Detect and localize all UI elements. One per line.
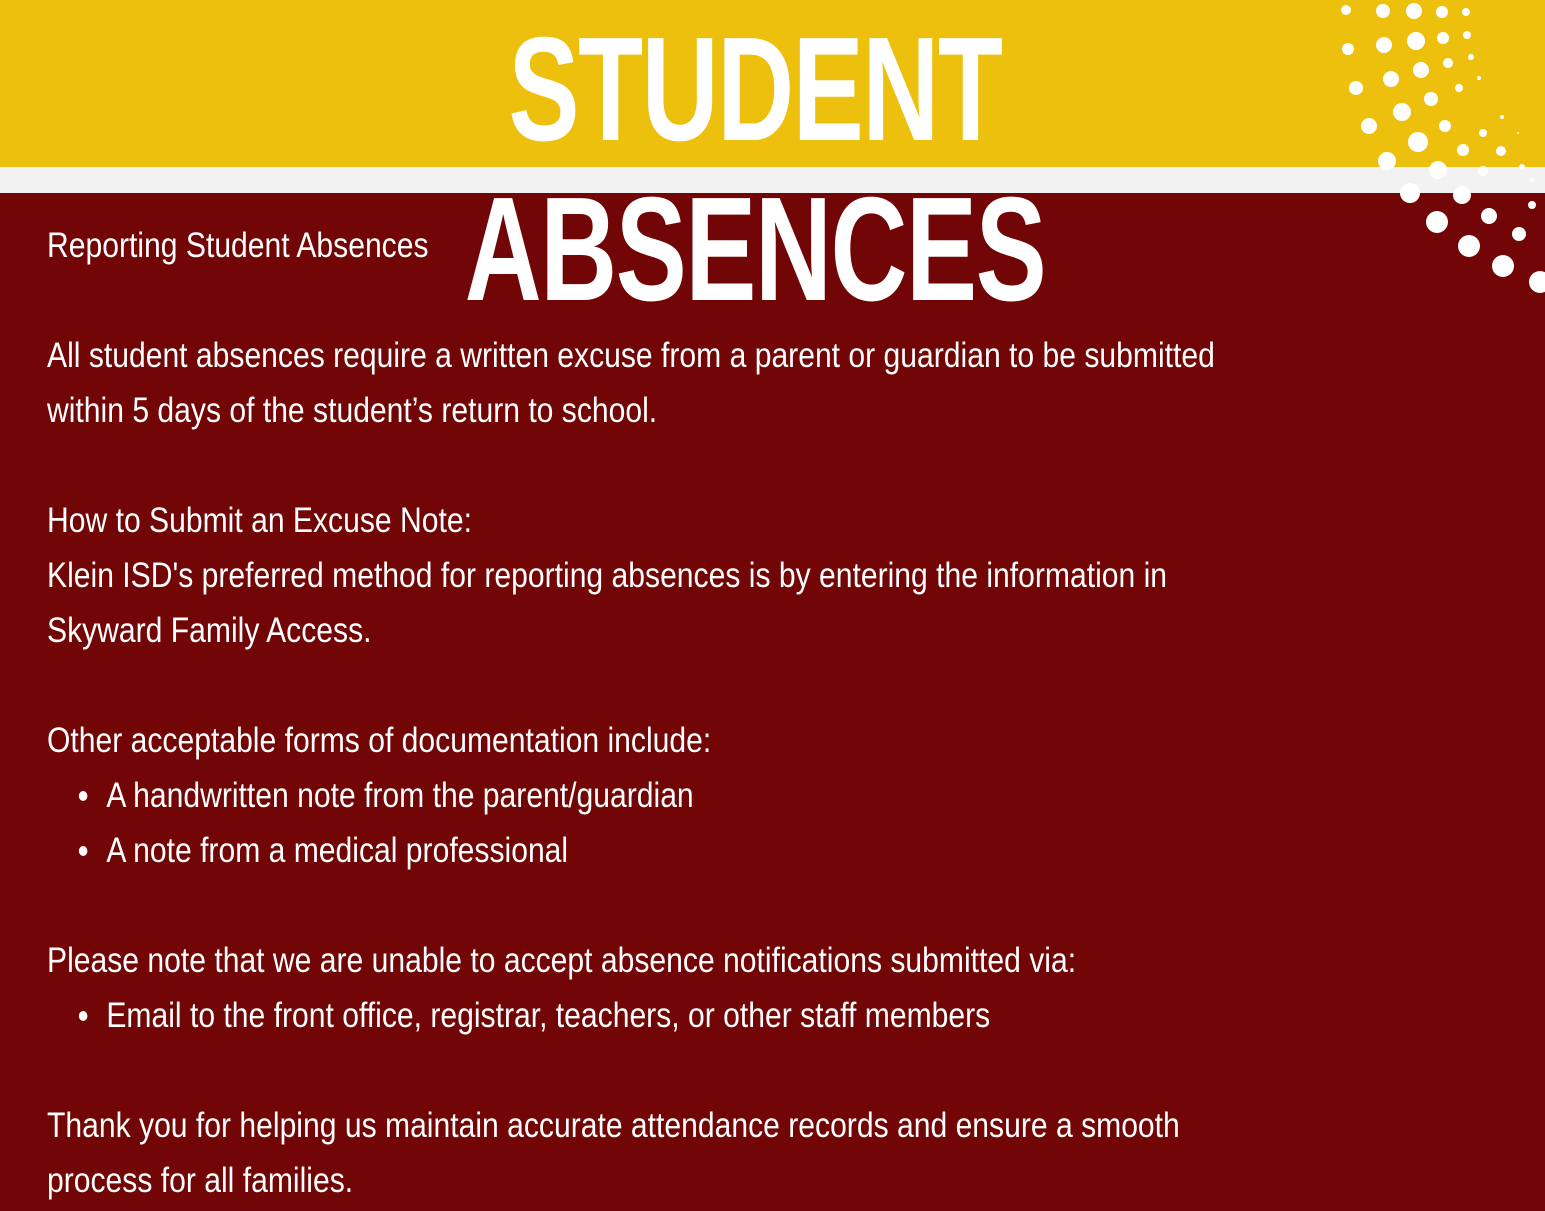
other-heading: Other acceptable forms of documentation include: xyxy=(47,721,712,760)
how-line-2: Skyward Family Access. xyxy=(47,611,372,650)
document-body xyxy=(47,218,1487,1208)
intro-line-1: All student absences require a written excuse from a parent or guardian to be submitted xyxy=(47,336,1215,375)
intro-line-2: within 5 days of the student’s return to school. xyxy=(47,391,658,430)
list-item: A note from a medical professional xyxy=(47,823,1285,878)
list-item: Email to the front office, registrar, teachers, or other staff members xyxy=(47,988,1285,1043)
how-line-1: Klein ISD's preferred method for reporting absences is by entering the information in xyxy=(47,556,1168,595)
list-item: A handwritten note from the parent/guardian xyxy=(47,768,1285,823)
bullet-icon xyxy=(79,1011,88,1021)
unable-list xyxy=(47,988,1487,1043)
how-heading: How to Submit an Excuse Note: xyxy=(47,501,472,540)
subtitle: Reporting Student Absences xyxy=(47,226,429,265)
thanks-line-2: process for all families. xyxy=(47,1161,354,1200)
thanks-line-1: Thank you for helping us maintain accurate attendance records and ensure a smooth xyxy=(47,1106,1180,1145)
bullet-icon xyxy=(79,791,88,801)
bullet-icon xyxy=(79,846,88,856)
other-list xyxy=(47,768,1487,878)
page-title: STUDENT ABSENCES xyxy=(464,7,1046,332)
unable-heading: Please note that we are unable to accept absence notifications submitted via: xyxy=(47,941,1077,980)
